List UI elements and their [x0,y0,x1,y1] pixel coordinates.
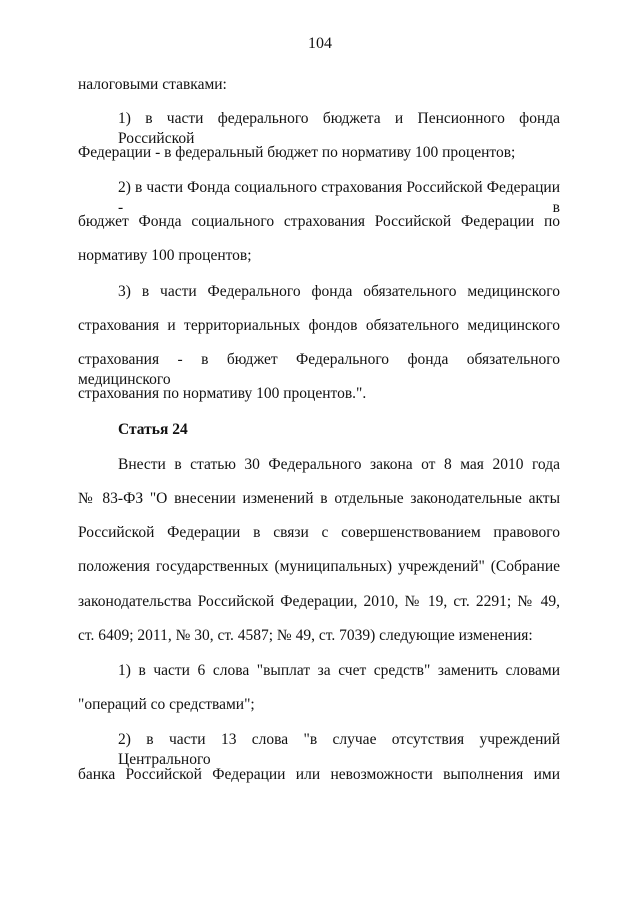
text-line: Российской Федерации в связи с совершенствованием правового [78,524,560,541]
text-line: страхования - в бюджет Федерального фонда обязательного медицинского [78,351,560,388]
text-line: 1) в части федерального бюджета и Пенсионного фонда Российской [118,110,560,147]
text-line: 2) в части Фонда социального страхования Российской Федерации - в [118,179,560,216]
text-line: бюджет Фонда социального страхования Российской Федерации по [78,213,560,230]
text-line: Федерации - в федеральный бюджет по нормативу 100 процентов; [78,144,516,161]
text-line: страхования по нормативу 100 процентов.". [78,385,367,402]
text-line: № 83-ФЗ "О внесении изменений в отдельные законодательные акты [78,490,560,507]
text-line: законодательства Российской Федерации, 2010, № 19, ст. 2291; № 49, [78,593,560,610]
text-line: налоговыми ставками: [78,76,227,93]
article-heading: Статья 24 [118,421,188,438]
text-line: 1) в части 6 слова "выплат за счет средств" заменить словами [118,662,560,679]
text-line: 2) в части 13 слова "в случае отсутствия учреждений Центрального [118,731,560,768]
text-line: нормативу 100 процентов; [78,247,252,264]
text-line: "операций со средствами"; [78,696,255,713]
text-line: Внести в статью 30 Федерального закона от 8 мая 2010 года [118,456,560,473]
text-line: положения государственных (муниципальных) учреждений" (Собрание [78,558,560,575]
text-line: 3) в части Федерального фонда обязательного медицинского [118,283,560,300]
text-line: банка Российской Федерации или невозможности выполнения ими [78,766,560,783]
text-line: страхования и территориальных фондов обязательного медицинского [78,317,560,334]
text-line: ст. 6409; 2011, № 30, ст. 4587; № 49, ст. 7039) следующие изменения: [78,627,533,644]
page-number: 104 [308,35,332,52]
